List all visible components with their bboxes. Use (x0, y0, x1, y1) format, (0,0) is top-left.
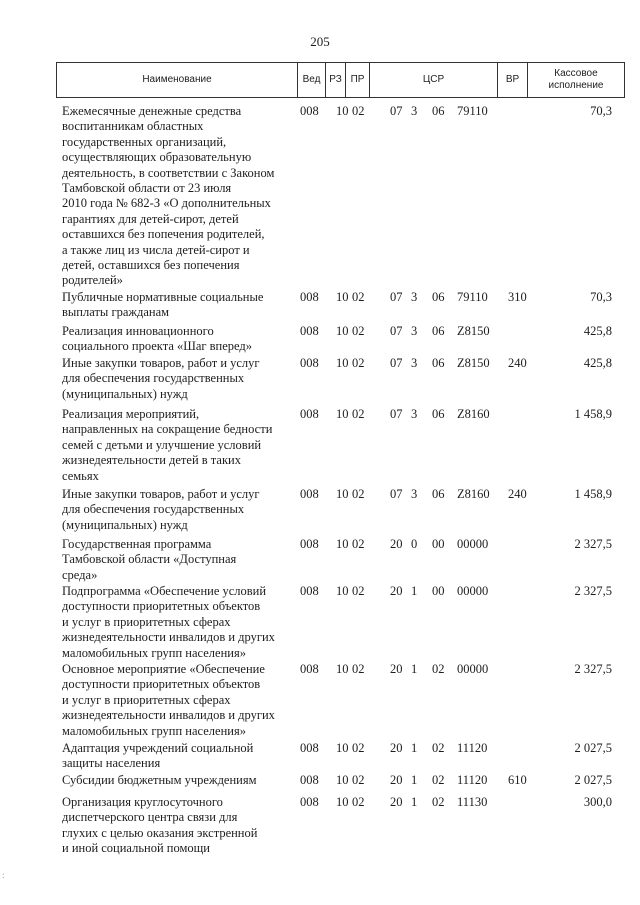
row-csr-direction: 00000 (457, 662, 489, 676)
row-name: Субсидии бюджетным учреждениям (62, 773, 257, 787)
row-rz: 10 (336, 356, 349, 370)
row-amount: 2 027,5 (574, 741, 612, 755)
row-amount: 300,0 (583, 795, 612, 809)
row-csr-direction: 11120 (457, 773, 488, 787)
table-header (56, 62, 625, 98)
row-csr-subprogram: 1 (411, 662, 418, 676)
row-csr-program: 20 (390, 537, 403, 551)
row-csr-program: 07 (390, 356, 403, 370)
row-rz: 10 (336, 795, 349, 809)
row-csr-event: 02 (432, 773, 445, 787)
row-csr-direction: Z8150 (457, 356, 490, 370)
row-pr: 02 (352, 324, 365, 338)
page-number: 205 (310, 34, 330, 49)
row-csr-program: 20 (390, 773, 403, 787)
row-name: Организация круглосуточного диспетчерского центра связи для глухих с целью оказания экстренной и иной социальной помощи (62, 795, 258, 856)
row-csr-program: 20 (390, 584, 403, 598)
row-csr-event: 00 (432, 584, 445, 598)
row-csr-program: 20 (390, 662, 403, 676)
row-csr-program: 20 (390, 795, 403, 809)
row-csr-direction: 79110 (457, 104, 488, 118)
row-csr-event: 06 (432, 487, 445, 501)
row-ved: 008 (300, 584, 319, 598)
row-vr: 310 (508, 290, 527, 304)
row-name: Подпрограмма «Обеспечение условий доступности приоритетных объектов и услуг в приоритетных сферах жизнедеятельности инвалидов и других маломобильных групп населения» (62, 584, 275, 660)
row-ved: 008 (300, 662, 319, 676)
row-csr-event: 06 (432, 407, 445, 421)
row-csr-program: 07 (390, 324, 403, 338)
row-name: Реализация мероприятий, направленных на сокращение бедности семей с детьми и улучшение условий жизнедеятельности детей в таких семьях (62, 407, 273, 483)
row-rz: 10 (336, 584, 349, 598)
row-pr: 02 (352, 773, 365, 787)
row-amount: 2 327,5 (574, 537, 612, 551)
row-csr-event: 02 (432, 662, 445, 676)
row-csr-event: 00 (432, 537, 445, 551)
row-pr: 02 (352, 584, 365, 598)
row-ved: 008 (300, 104, 319, 118)
row-csr-event: 06 (432, 290, 445, 304)
row-csr-subprogram: 1 (411, 584, 418, 598)
row-csr-direction: Z8160 (457, 487, 490, 501)
row-vr: 610 (508, 773, 527, 787)
row-pr: 02 (352, 356, 365, 370)
row-name: Реализация инновационного социального проекта «Шаг вперед» (62, 324, 253, 354)
row-csr-program: 07 (390, 487, 403, 501)
row-csr-event: 02 (432, 741, 445, 755)
row-ved: 008 (300, 324, 319, 338)
row-pr: 02 (352, 290, 365, 304)
header-amount: Кассовое исполнение (527, 63, 624, 97)
row-csr-program: 20 (390, 741, 403, 755)
row-ved: 008 (300, 795, 319, 809)
row-csr-subprogram: 1 (411, 773, 418, 787)
row-csr-subprogram: 3 (411, 487, 418, 501)
header-ved: Вед (297, 63, 325, 97)
row-csr-event: 06 (432, 104, 445, 118)
row-csr-subprogram: 1 (411, 741, 418, 755)
row-vr: 240 (508, 356, 527, 370)
row-csr-subprogram: 1 (411, 795, 418, 809)
row-rz: 10 (336, 537, 349, 551)
row-pr: 02 (352, 662, 365, 676)
row-rz: 10 (336, 662, 349, 676)
row-pr: 02 (352, 795, 365, 809)
row-rz: 10 (336, 324, 349, 338)
row-rz: 10 (336, 407, 349, 421)
row-csr-subprogram: 3 (411, 356, 418, 370)
row-ved: 008 (300, 356, 319, 370)
row-pr: 02 (352, 741, 365, 755)
row-csr-direction: 79110 (457, 290, 488, 304)
row-csr-direction: 11130 (457, 795, 488, 809)
row-csr-direction: 11120 (457, 741, 488, 755)
row-ved: 008 (300, 773, 319, 787)
row-rz: 10 (336, 104, 349, 118)
row-csr-subprogram: 3 (411, 407, 418, 421)
header-pr: ПР (345, 63, 369, 97)
row-ved: 008 (300, 741, 319, 755)
row-csr-event: 06 (432, 356, 445, 370)
row-name: Иные закупки товаров, работ и услуг для обеспечения государственных (муниципальных) нужд (62, 487, 260, 532)
row-name: Иные закупки товаров, работ и услуг для обеспечения государственных (муниципальных) нужд (62, 356, 260, 401)
row-amount: 425,8 (583, 356, 612, 370)
row-amount: 425,8 (583, 324, 612, 338)
row-csr-subprogram: 0 (411, 537, 418, 551)
row-pr: 02 (352, 487, 365, 501)
row-csr-direction: Z8160 (457, 407, 490, 421)
row-amount: 2 327,5 (574, 662, 612, 676)
row-name: Основное мероприятие «Обеспечение доступности приоритетных объектов и услуг в приоритетных сферах жизнедеятельности инвалидов и других маломобильных групп населения» (62, 662, 275, 738)
row-csr-subprogram: 3 (411, 290, 418, 304)
row-csr-event: 02 (432, 795, 445, 809)
row-ved: 008 (300, 537, 319, 551)
row-name: Публичные нормативные социальные выплаты гражданам (62, 290, 264, 320)
row-pr: 02 (352, 104, 365, 118)
row-ved: 008 (300, 487, 319, 501)
row-csr-subprogram: 3 (411, 104, 418, 118)
header-rz: РЗ (325, 63, 345, 97)
row-amount: 2 327,5 (574, 584, 612, 598)
row-name: Государственная программа Тамбовской области «Доступная среда» (62, 537, 237, 582)
header-csr: ЦСР (369, 63, 497, 97)
row-ved: 008 (300, 290, 319, 304)
header-name: Наименование (142, 74, 212, 85)
row-csr-direction: Z8150 (457, 324, 490, 338)
row-amount: 1 458,9 (574, 407, 612, 421)
row-amount: 70,3 (590, 290, 612, 304)
row-csr-direction: 00000 (457, 584, 489, 598)
header-vr: ВР (497, 63, 527, 97)
row-csr-program: 07 (390, 104, 403, 118)
row-csr-direction: 00000 (457, 537, 489, 551)
row-pr: 02 (352, 537, 365, 551)
row-rz: 10 (336, 290, 349, 304)
row-amount: 1 458,9 (574, 487, 612, 501)
row-vr: 240 (508, 487, 527, 501)
row-csr-event: 06 (432, 324, 445, 338)
row-rz: 10 (336, 773, 349, 787)
row-ved: 008 (300, 407, 319, 421)
row-rz: 10 (336, 741, 349, 755)
row-name: Адаптация учреждений социальной защиты населения (62, 741, 254, 771)
row-rz: 10 (336, 487, 349, 501)
row-csr-subprogram: 3 (411, 324, 418, 338)
row-amount: 2 027,5 (574, 773, 612, 787)
row-name: Ежемесячные денежные средства воспитанникам областных государственных организаций, осуществляющих образовательную деятельность, в соответствии с Законом Тамбовской области от 23 июля 2010 года № 682-З «О дополнительных гарантиях для детей-сирот, детей оставшихся без попечения родителей, а также лиц из числа детей-сирот и детей, оставшихся без попечения родителей» (62, 104, 275, 288)
row-pr: 02 (352, 407, 365, 421)
row-csr-program: 07 (390, 407, 403, 421)
row-csr-program: 07 (390, 290, 403, 304)
scan-artifact: : (2, 870, 5, 880)
row-amount: 70,3 (590, 104, 612, 118)
